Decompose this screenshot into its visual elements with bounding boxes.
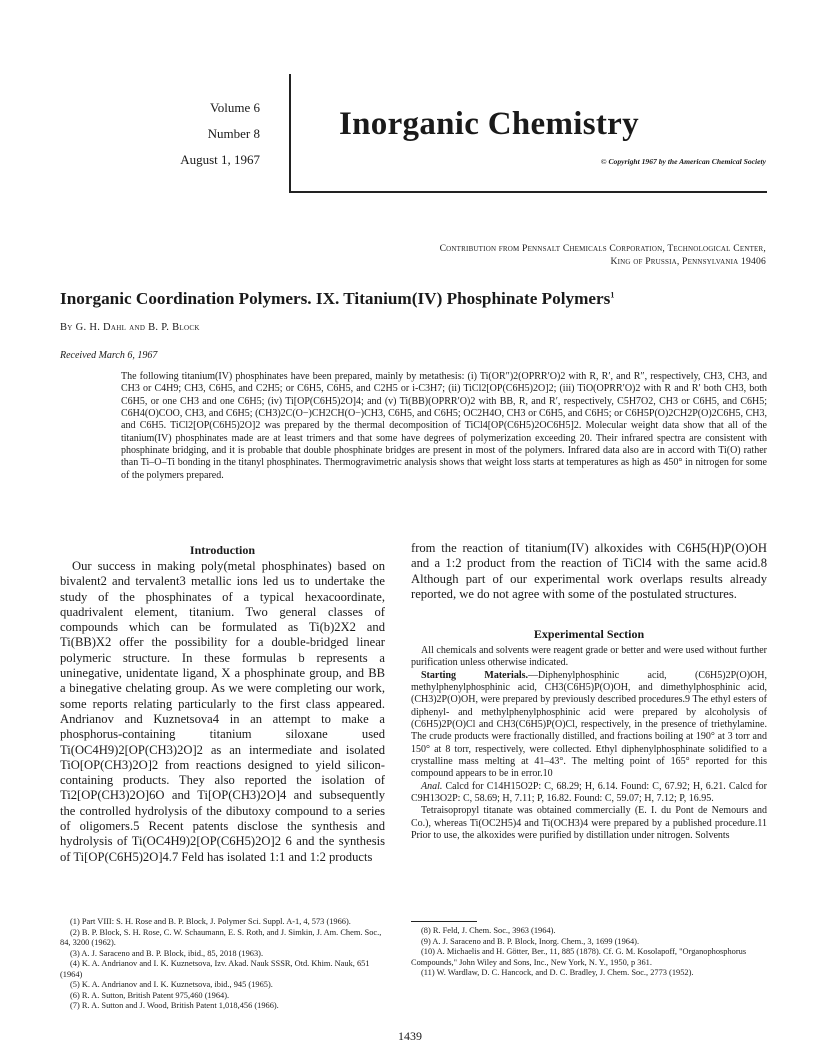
contribution-line-1: Contribution from Pennsalt Chemicals Corporation, Technological Center, [439,243,766,254]
introduction-body [60,559,385,914]
introduction-heading: Introduction [189,543,256,557]
anal-label: Anal. [421,780,443,792]
masthead-vertical-rule [289,74,291,192]
footnote-1: (1) Part VIII: S. H. Rose and B. P. Block, J. Polymer Sci. Suppl. A-1, 4, 573 (1966). [70,917,351,926]
left-footnotes [60,917,385,1023]
footnote-10: (10) A. Michaelis and H. Götter, Ber., 11, 885 (1878). Cf. G. M. Kosolapoff, "Organophosphorus Compounds," John Wiley and Sons, Inc., New York, N. Y., 1950, p 361. [411,947,747,967]
introduction-paragraph: Our success in making poly(metal phosphinates) based on bivalent2 and tervalent3 metallic ions led us to undertake the study of the phosphinates of a typical hexacoordinate, quadrivalent element, titanium. Two general classes of compounds which can be formulated as Ti(b)2X2 and Ti(BB)X2 offer the possibility for a double-bridged linear polymeric structure. In these formulas b represents a uninegative, unidentate ligand, X a phosphinate group, and BB a binegative chelating group. As we were completing our work, some reports relating particularly to the first class appeared. Andrianov and Kuznetsova4 in an attempt to make a phosphorus-containing titanium siloxane used Ti(OC4H9)2[OP(CH3)2O]2 as an intermediate and isolated TiO[OP(CH3)2O]2 from reactions designed to yield silicon-containing products. They also reported the isolation of Ti2[OP(CH3)2O]6O and Ti[OP(CH3)2O]4 and subsequently the controlled hydrolysis of the dibutoxy compound to a series of oligomers.5 Recent patents disclose the synthesis and hydrolysis of Ti(OC4H9)2[OP(C6H5)2O]2 6 and the synthesis of Ti[OP(C6H5)2O]4.7 Feld has isolated 1:1 and 1:2 products [60,559,385,864]
footnote-rule [411,921,477,922]
contribution-line-2: King of Prussia, Pennsylvania 19406 [610,256,766,267]
footnote-11: (11) W. Wardlaw, D. C. Hancock, and D. C. Bradley, J. Chem. Soc., 2773 (1952). [421,968,694,977]
volume-label: Volume 6 [210,100,260,115]
footnote-6: (6) R. A. Sutton, British Patent 975,460 (1964). [70,990,230,1000]
masthead-horizontal-rule [289,191,767,193]
author-line: By G. H. Dahl and B. P. Block [60,322,200,333]
footnote-9: (9) A. J. Saraceno and B. P. Block, Inorg. Chem., 3, 1699 (1964). [421,936,640,946]
footnote-3: (3) A. J. Saraceno and B. P. Block, ibid., 85, 2018 (1963). [70,948,264,958]
starting-materials-text: —Diphenylphosphinic acid, (C6H5)2P(O)OH, methylphenylphosphinic acid, CH3(C6H5)P(O)OH, and dimethylphosphinic acid, (CH3)2P(O)OH, were prepared by previously described procedures.9 The ethyl esters of diphenyl- and methylphenylphosphinic acid were prepared by alcoholysis of (C6H5)2P(O)Cl and CH3(C6H5)P(O)Cl, respectively, in the presence of triethylamine. The crude products were fractionally distilled, and fractions boiling at 190° at 3 torr and 150° at 8 torr, respectively, were collected. Ethyl diphenylphosphinate solidified to a crystalline mass melting at 41–43°. The melting point of 165° reported for this compound appears to be in error.10 [411,669,767,780]
experimental-para-3 [411,781,767,806]
number-label: Number 8 [207,126,260,141]
title-footnote-mark: 1 [610,290,615,300]
footnote-2: (2) B. P. Block, S. H. Rose, C. W. Schaumann, E. S. Roth, and J. Simkin, J. Am. Chem. Soc., 84, 3200 (1962). [60,927,382,947]
experimental-para-1: All chemicals and solvents were reagent grade or better and were used without further purification unless otherwise indicated. [411,645,767,669]
experimental-body [411,645,767,915]
experimental-heading: Experimental Section [533,627,645,641]
experimental-para-4: Tetraisopropyl titanate was obtained commercially (E. I. du Pont de Nemours and Co.), whereas Ti(OC2H5)4 and Ti(OCH3)4 were prepared by a published procedure.11 Prior to use, the alkoxides were purified by distillation under nitrogen. Solvents [411,805,767,842]
article-title-text: Inorganic Coordination Polymers. IX. Titanium(IV) Phosphinate Polymers [60,289,611,308]
footnote-5: (5) K. A. Andrianov and I. K. Kuznetsova, ibid., 945 (1965). [70,980,273,989]
page-number: 1439 [398,1029,422,1043]
article-title [60,289,614,309]
footnote-4: (4) K. A. Andrianov and I. K. Kuznetsova, Izv. Akad. Nauk SSSR, Otd. Khim. Nauk, 651 (1964) [60,959,370,979]
starting-materials-heading: Starting Materials. [421,669,528,681]
introduction-continued-text: from the reaction of titanium(IV) alkoxides with C6H5(H)P(O)OH and a 1:2 product from the reaction of TiCl4 with the same acid.8 Although part of our experimental work overlaps results already reported, we do not agree with some of the postulated structures. [411,541,767,601]
abstract [121,371,767,482]
issue-date: August 1, 1967 [180,152,260,167]
received-date: Received March 6, 1967 [60,350,158,361]
contribution-block [440,242,766,268]
journal-title: Inorganic Chemistry [339,106,639,142]
right-footnotes [411,926,767,1026]
footnote-8: (8) R. Feld, J. Chem. Soc., 3963 (1964). [421,926,556,935]
experimental-para-2 [411,670,767,781]
copyright-notice: © Copyright 1967 by the American Chemical Society [600,157,766,166]
anal-text: Calcd for C14H15O2P: C, 68.29; H, 6.14. Found: C, 67.92; H, 6.21. Calcd for C9H13O2P: C, 58.69; H, 7.11; P, 16.82. Found: C, 59.07; H, 7.12; P, 16.95. [411,780,767,805]
footnote-7: (7) R. A. Sutton and J. Wood, British Patent 1,018,456 (1966). [70,1001,279,1010]
abstract-text: The following titanium(IV) phosphinates have been prepared, mainly by metathesis: (i) Ti(OR″)2(OPRR′O)2 with R, R′, and R″, respectively, CH3, CH3, and CH3 or C4H9; CH3, C6H5, and C2H5; or C6H5, C6H5, and C2H5 or i-C3H7; (ii) TiCl2[OP(C6H5)2O]2; (iii) TiO(OPRR′O)2 with R and R′ both CH3, both C6H5, or one CH3 and one C6H5; (iv) Ti[OP(C6H5)2O]4; and (v) Ti(BB)(OPRR′O)2 with BB, R, and R′, respectively, C5H7O2, CH3 or C6H5, and C6H5; C6H4(O)COO, CH3, and C6H5; (CH3)2C(O−)CH2CH(O−)CH3, C6H5, and C6H5; OC2H4O, CH3 or C6H5, and C6H5; or C6H5P(O)2CH2P(O)2C6H5, CH3, and C6H5. TiCl2[OP(C6H5)2O]2 was prepared by the thermal decomposition of TiCl4[OP(C6H5)2OC6H5]2. Molecular weight data show that all of the titanium(IV) phosphinates made are at least trimers and that some have degrees of polymerization exceeding 20. Their infrared spectra are consistent with phosphinate bridging, and it is probable that double phosphinate bridges are present in most of the polymers. Infrared data also are in accord with Ti(O) rather than Ti–O–Ti bonding in the titanyl phosphinates. Thermogravimetric analysis shows that weight loss starts at temperatures as high as 450° in nitrogen for some of the polymers prepared. [121,371,767,481]
introduction-continued [411,541,767,619]
